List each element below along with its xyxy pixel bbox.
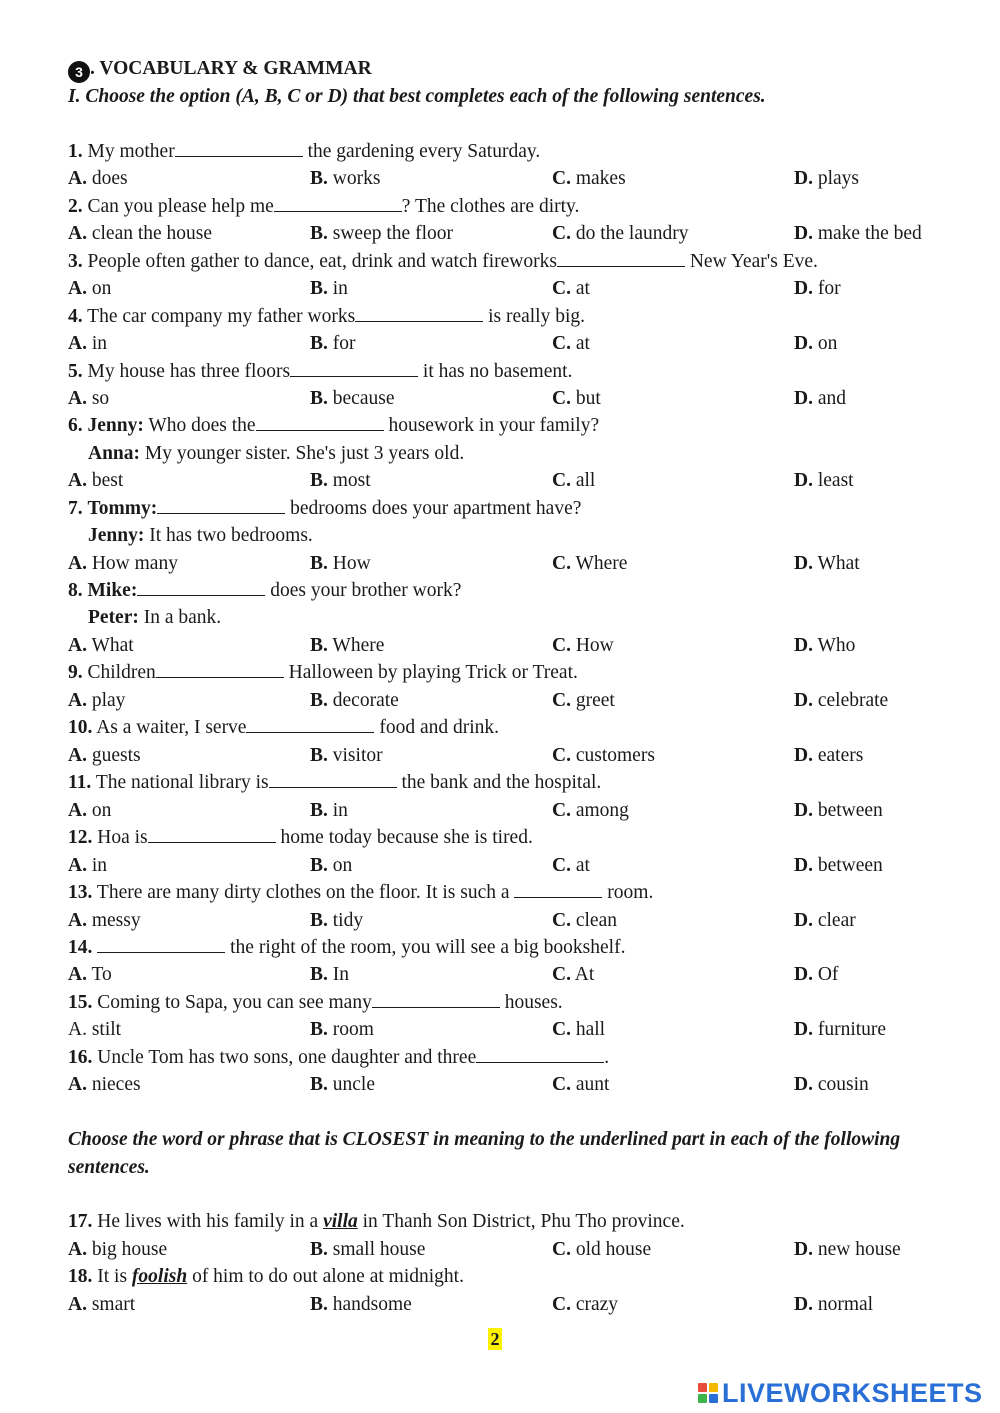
option-b[interactable]: B. most (310, 470, 371, 491)
option-d[interactable]: D. make the bed (794, 223, 922, 244)
option-b[interactable]: B. in (310, 800, 348, 821)
logo-square-red (698, 1383, 707, 1392)
option-a[interactable]: A. What (68, 635, 134, 656)
option-c[interactable]: C. makes (552, 168, 626, 189)
options-7 (68, 550, 958, 578)
option-c[interactable]: C. Where (552, 553, 628, 574)
question-9: 9. Children Halloween by playing Trick or Treat. (68, 659, 952, 687)
option-c[interactable]: C. all (552, 470, 596, 491)
option-d[interactable]: D. on (794, 333, 838, 354)
option-c[interactable]: C. crazy (552, 1294, 619, 1315)
page-number: 2 (488, 1328, 502, 1350)
option-a[interactable]: A. on (68, 800, 112, 821)
options-18 (68, 1291, 958, 1319)
option-c[interactable]: C. do the laundry (552, 223, 689, 244)
answer-blank[interactable] (290, 358, 418, 377)
option-a[interactable]: A. To (68, 964, 112, 985)
option-b[interactable]: B. tidy (310, 910, 364, 931)
options-8 (68, 632, 958, 660)
option-b[interactable]: B. in (310, 278, 348, 299)
answer-blank[interactable] (157, 495, 285, 514)
option-c[interactable]: C. aunt (552, 1074, 610, 1095)
question-4: 4. The car company my father works is really big. (68, 303, 952, 331)
part2-instruction: Choose the word or phrase that is CLOSEST in meaning to the underlined part in each of the following sentences. (68, 1129, 901, 1178)
option-b[interactable]: B. handsome (310, 1294, 412, 1315)
section-number-badge: 3 (68, 61, 90, 83)
answer-blank[interactable] (269, 769, 397, 788)
options-6 (68, 467, 958, 495)
options-10 (68, 742, 958, 770)
options-17 (68, 1236, 958, 1264)
option-a[interactable]: A. nieces (68, 1074, 141, 1095)
option-c[interactable]: C. at (552, 333, 590, 354)
question-7: 7. Tommy: bedrooms does your apartment have? (68, 495, 952, 523)
question-8: 8. Mike: does your brother work? (68, 577, 952, 605)
option-b[interactable]: B. works (310, 168, 381, 189)
options-15 (68, 1016, 958, 1044)
option-c[interactable]: C. greet (552, 690, 615, 711)
option-d[interactable]: D. plays (794, 168, 860, 189)
option-d[interactable]: D. least (794, 470, 854, 491)
option-d[interactable]: D. between (794, 800, 883, 821)
answer-blank[interactable] (274, 193, 402, 212)
underlined-word: foolish (131, 1266, 188, 1287)
option-c[interactable]: C. clean (552, 910, 617, 931)
option-b[interactable]: B. on (310, 855, 353, 876)
option-a[interactable]: A. stilt (68, 1019, 122, 1040)
option-b[interactable]: B. uncle (310, 1074, 375, 1095)
option-d[interactable]: D. furniture (794, 1019, 887, 1040)
option-c[interactable]: C. at (552, 278, 590, 299)
option-b[interactable]: B. visitor (310, 745, 383, 766)
answer-blank[interactable] (372, 989, 500, 1008)
question-7-reply: Jenny: It has two bedrooms. (88, 525, 313, 546)
question-10: 10. As a waiter, I serve food and drink. (68, 714, 952, 742)
option-a[interactable]: A. so (68, 388, 110, 409)
answer-blank[interactable] (514, 879, 602, 898)
underlined-word: villa (323, 1211, 358, 1232)
option-d[interactable]: D. cousin (794, 1074, 869, 1095)
answer-blank[interactable] (557, 248, 685, 267)
option-b[interactable]: B. In (310, 964, 350, 985)
option-d[interactable]: D. new house (794, 1239, 901, 1260)
question-3: 3. People often gather to dance, eat, drink and watch fireworks New Year's Eve. (68, 248, 952, 276)
option-a[interactable]: A. in (68, 333, 108, 354)
options-14 (68, 961, 958, 989)
answer-blank[interactable] (256, 412, 384, 431)
option-a[interactable]: A. does (68, 168, 128, 189)
answer-blank[interactable] (156, 659, 284, 678)
question-12: 12. Hoa is home today because she is tired. (68, 824, 952, 852)
answer-blank[interactable] (476, 1044, 604, 1063)
question-16: 16. Uncle Tom has two sons, one daughter and three . (68, 1044, 952, 1072)
options-2 (68, 220, 958, 248)
option-d[interactable]: D. eaters (794, 745, 864, 766)
question-8-reply: Peter: In a bank. (88, 607, 222, 628)
question-6: 6. Jenny: Who does the housework in your family? (68, 412, 952, 440)
answer-blank[interactable] (175, 138, 303, 157)
logo-square-green (698, 1394, 707, 1403)
option-b[interactable]: B. for (310, 333, 356, 354)
logo-square-blue (709, 1394, 718, 1403)
option-b[interactable]: B. Where (310, 635, 385, 656)
part1-instruction: I. Choose the option (A, B, C or D) that best completes each of the following sentences. (68, 86, 766, 107)
options-1 (68, 165, 958, 193)
option-c[interactable]: C. At (552, 964, 595, 985)
section-title-text: . VOCABULARY & GRAMMAR (90, 58, 372, 79)
options-12 (68, 852, 958, 880)
option-b[interactable]: B. sweep the floor (310, 223, 453, 244)
logo-square-yellow (709, 1383, 718, 1392)
question-2: 2. Can you please help me ? The clothes are dirty. (68, 193, 952, 221)
option-d[interactable]: D. for (794, 278, 841, 299)
option-a[interactable]: A. big house (68, 1239, 168, 1260)
answer-blank[interactable] (355, 303, 483, 322)
option-d[interactable]: D. clear (794, 910, 856, 931)
answer-blank[interactable] (148, 824, 276, 843)
question-6-reply: Anna: My younger sister. She's just 3 years old. (88, 443, 465, 464)
option-c[interactable]: C. at (552, 855, 590, 876)
question-14: 14. the right of the room, you will see a big bookshelf. (68, 934, 952, 962)
option-d[interactable]: D. between (794, 855, 883, 876)
question-5: 5. My house has three floors it has no basement. (68, 358, 952, 386)
question-17: 17. He lives with his family in a villa in Thanh Son District, Phu Tho province. (68, 1211, 685, 1232)
answer-blank[interactable] (97, 934, 225, 953)
option-a[interactable]: A. best (68, 470, 124, 491)
logo-text: LIVEWORKSHEETS (722, 1377, 983, 1408)
option-b[interactable]: B. How (310, 553, 371, 574)
option-c[interactable]: C. customers (552, 745, 655, 766)
option-c[interactable]: C. but (552, 388, 601, 409)
options-5 (68, 385, 958, 413)
options-13 (68, 907, 958, 935)
question-18: 18. It is foolish of him to do out alone at midnight. (68, 1266, 464, 1287)
option-a[interactable]: A. guests (68, 745, 141, 766)
option-c[interactable]: C. among (552, 800, 629, 821)
option-c[interactable]: C. hall (552, 1019, 606, 1040)
option-a[interactable]: A. clean the house (68, 223, 213, 244)
option-b[interactable]: B. room (310, 1019, 374, 1040)
logo-grid-icon (698, 1383, 718, 1403)
option-a[interactable]: A. play (68, 690, 126, 711)
options-4 (68, 330, 958, 358)
option-b[interactable]: B. small house (310, 1239, 426, 1260)
option-d[interactable]: D. celebrate (794, 690, 889, 711)
option-d[interactable]: D. and (794, 388, 846, 409)
option-c[interactable]: C. old house (552, 1239, 652, 1260)
question-13: 13. There are many dirty clothes on the floor. It is such a room. (68, 879, 952, 907)
question-11: 11. The national library is the bank and the hospital. (68, 769, 952, 797)
option-d[interactable]: D. normal (794, 1294, 874, 1315)
options-3 (68, 275, 958, 303)
option-a[interactable]: A. on (68, 278, 112, 299)
option-b[interactable]: B. decorate (310, 690, 399, 711)
liveworksheets-logo[interactable] (698, 1378, 983, 1408)
question-15: 15. Coming to Sapa, you can see many houses. (68, 989, 952, 1017)
section-title (68, 55, 952, 83)
answer-blank[interactable] (137, 577, 265, 596)
option-a[interactable]: A. messy (68, 910, 141, 931)
option-c[interactable]: C. How (552, 635, 614, 656)
question-1: 1. My mother the gardening every Saturday. (68, 138, 952, 166)
option-a[interactable]: A. How many (68, 553, 178, 574)
options-16 (68, 1071, 958, 1099)
option-a[interactable]: A. smart (68, 1294, 136, 1315)
options-11 (68, 797, 958, 825)
option-a[interactable]: A. in (68, 855, 108, 876)
option-d[interactable]: D. What (794, 553, 860, 574)
option-d[interactable]: D. Of (794, 964, 839, 985)
option-b[interactable]: B. because (310, 388, 395, 409)
option-d[interactable]: D. Who (794, 635, 856, 656)
options-9 (68, 687, 958, 715)
answer-blank[interactable] (246, 714, 374, 733)
